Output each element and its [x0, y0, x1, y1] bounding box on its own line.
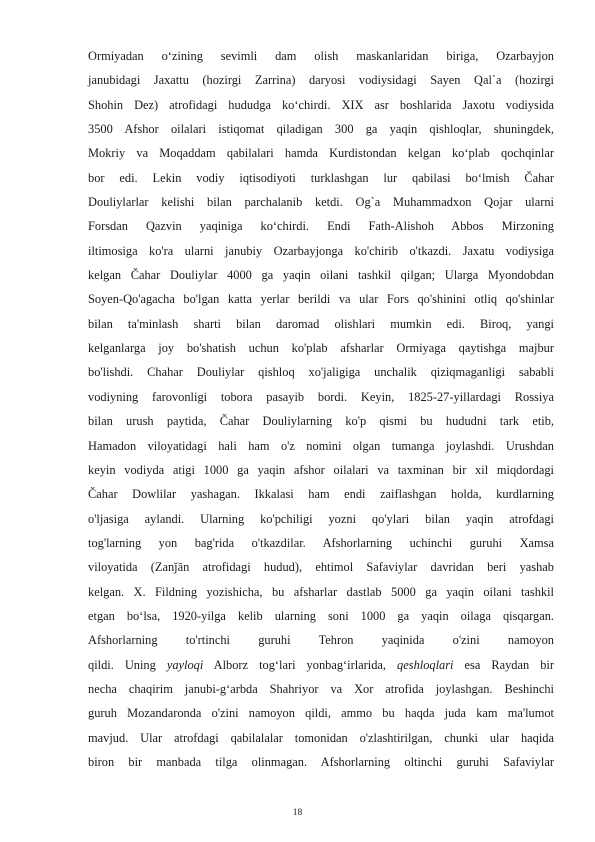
paragraph-line: [88, 653, 554, 677]
paragraph-lines: [88, 677, 554, 774]
italic-term: yayloqi: [166, 657, 204, 672]
paragraph-line: etgan bo‘lsa, 1920-yilga kelib ularning soni 1000 ga yaqin oilaga qisqargan.: [88, 608, 554, 623]
paragraph-line: janubidagi Jaxattu (hozirgi Zarrina) daryosi vodiysidagi Sayen Qal῾a (hozirgi: [88, 73, 554, 88]
paragraph-line: o'ljasiga aylandi. Ularning ko'pchiligi yozni qo'ylari bilan yaqin atrofdagi: [88, 511, 554, 526]
paragraph-line: bilan urush paytida, Čahar Douliylarning ko'p qismi bu hududni tark etib,: [88, 414, 554, 429]
document-body: [88, 44, 554, 774]
paragraph-line: bo'lishdi. Chahar Douliylar qishloq xo'jaligiga unchalik qiziqmaganligi sababli: [88, 365, 554, 380]
paragraph-line: mavjud. Ular atrofdagi qabilalalar tomonidan o'zlashtirilgan, chunki ular haqida: [88, 730, 554, 745]
paragraph-line: Forsdan Qazvin yaqiniga ko‘chirdi. Endi Fath-Alishoh Abbos Mirzoning: [88, 219, 554, 234]
paragraph-lines: [88, 44, 554, 653]
paragraph-line: iltimosiga ko'ra ularni janubiy Ozarbayjonga ko'chirib o'tkazdi. Jaxatu vodiysiga: [88, 243, 554, 258]
paragraph-line: kelgan Čahar Douliylar 4000 ga yaqin oilani tashkil qilgan; Ularga Myondobdan: [88, 268, 554, 283]
paragraph-line: bor edi. Lekin vodiy iqtisodiyoti turklashgan lur qabilasi bo‘lmish Čahar: [88, 170, 554, 185]
paragraph-line: Afshorlarning to'rtinchi guruhi Tehron yaqinida o'zini namoyon: [88, 633, 554, 648]
text-span: qildi. Uning: [88, 657, 167, 672]
paragraph-line: biron bir manbada tilga olinmagan. Afshorlarning oltinchi guruhi Safaviylar: [88, 754, 554, 769]
paragraph-line: tog'larning yon bag'rida o'tkazdilar. Afshorlarning uchinchi guruhi Xamsa: [88, 535, 554, 550]
paragraph-line: Mokriy va Moqaddam qabilalari hamda Kurdistondan kelgan ko‘plab qochqinlar: [88, 146, 554, 161]
paragraph-line: necha chaqirim janubi-g‘arbda Shahriyor va Xor atrofida joylashgan. Beshinchi: [88, 681, 554, 696]
page-number: 18: [292, 808, 303, 818]
text-span: esa Raydan bir: [453, 657, 554, 672]
paragraph-line: Ormiyadan o‘zining sevimli dam olish maskanlaridan biriga, Ozarbayjon: [88, 49, 554, 63]
paragraph-line: vodiyning farovonligi tobora pasayib bordi. Keyin, 1825-27-yillardagi Rossiya: [88, 389, 554, 404]
paragraph-line: Čahar Dowlilar yashagan. Ikkalasi ham endi zaiflashgan holda, kurdlarning: [88, 487, 554, 502]
text-span: Alborz tog‘lari yonbag‘irlarida,: [203, 657, 398, 672]
paragraph-line: Shohin Dez) atrofidagi hududga ko‘chirdi. XIX asr boshlarida Jaxotu vodiysida: [88, 97, 554, 112]
italic-term: qeshloqlari: [397, 657, 454, 672]
paragraph-line: bilan ta'minlash sharti bilan daromad olishlari mumkin edi. Biroq, yangi: [88, 316, 554, 331]
paragraph-line: viloyatida (Zanǰān atrofidagi hudud), ehtimol Safaviylar davridan beri yashab: [88, 560, 554, 575]
paragraph-line: Hamadon viloyatidagi hali ham o'z nomini olgan tumanga joylashdi. Urushdan: [88, 438, 554, 453]
paragraph-line: Soyen-Qo'agacha bo'lgan katta yerlar berildi va ular Fors qo'shinini otliq qo'shinlar: [88, 292, 554, 307]
paragraph-line: kelganlarga joy bo'shatish uchun ko'plab afsharlar Ormiyaga qaytishga majbur: [88, 341, 554, 356]
paragraph-line: kelgan. X. Fildning yozishicha, bu afsharlar dastlab 5000 ga yaqin oilani tashkil: [88, 584, 554, 599]
paragraph-line: keyin vodiyda atigi 1000 ga yaqin afshor oilalari va taxminan bir xil miqdordagi: [88, 462, 554, 477]
paragraph-line: guruh Mozandaronda o'zini namoyon qildi, ammo bu haqda juda kam ma'lumot: [88, 706, 554, 721]
paragraph-line: 3500 Afshor oilalari istiqomat qiladigan 300 ga yaqin qishloqlar, shuningdek,: [88, 122, 554, 137]
paragraph-line: Douliylarlar kelishi bilan parchalanib ketdi. Og`a Muhammadxon Qojar ularni: [88, 195, 554, 210]
